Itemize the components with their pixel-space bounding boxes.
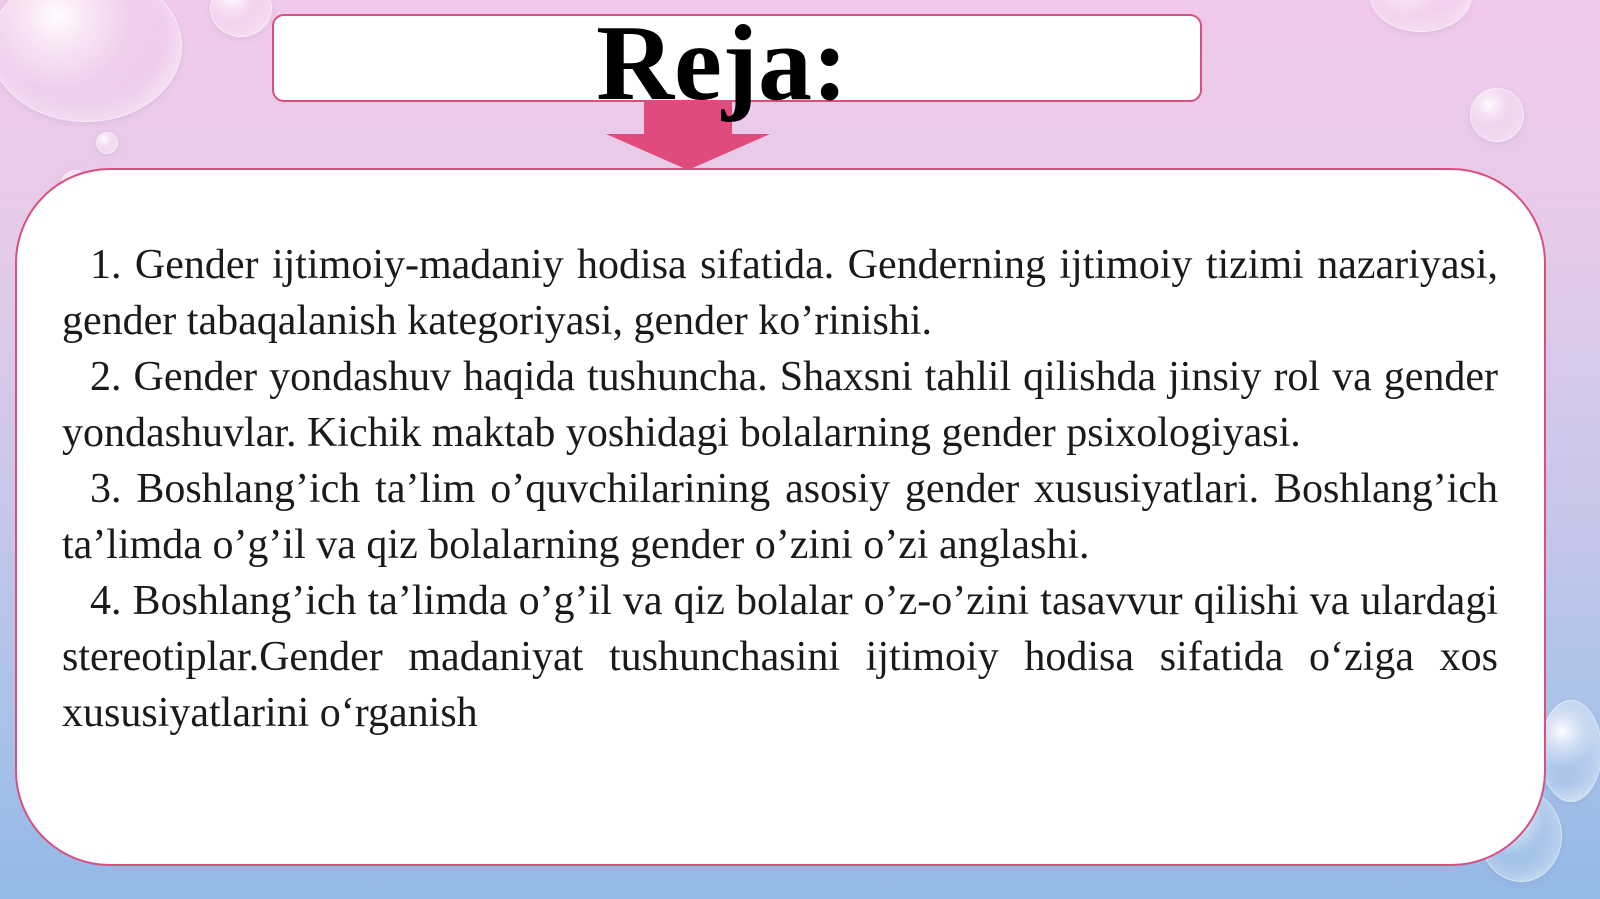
slide-title: Reja: (596, 4, 848, 123)
water-bubble (210, 0, 272, 37)
plan-item: 1. Gender ijtimoiy-madaniy hodisa sifatida. Genderning ijtimoiy tizimi nazariyasi, gender tabaqalanish kategoriyasi, gender ko’rinishi. (62, 242, 1498, 344)
water-bubble (1470, 88, 1524, 142)
plan-list (62, 237, 1498, 741)
plan-item: 2. Gender yondashuv haqida tushuncha. Shaxsni tahlil qilishda jinsiy rol va gender yondashuvlar. Kichik maktab yoshidagi bolalarning gender psixologiyasi. (62, 354, 1498, 456)
water-bubble (1540, 700, 1600, 802)
plan-item: 4. Boshlang’ich ta’limda o’g’il va qiz bolalar o’z-o’zini tasavvur qilishi va ulardagi stereotiplar.Gender madaniyat tushunchasini ijtimoiy hodisa sifatida o‘ziga xos xususiyatlarini o‘rganish (62, 578, 1498, 736)
water-bubble (0, 0, 182, 122)
water-bubble (1370, 0, 1472, 32)
plan-item: 3. Boshlang’ich ta’lim o’quvchilarining asosiy gender xususiyatlari. Boshlang’ich ta’limda o’g’il va qiz bolalarning gender o’zini o’zi anglashi. (62, 466, 1498, 568)
water-bubble (96, 132, 118, 154)
